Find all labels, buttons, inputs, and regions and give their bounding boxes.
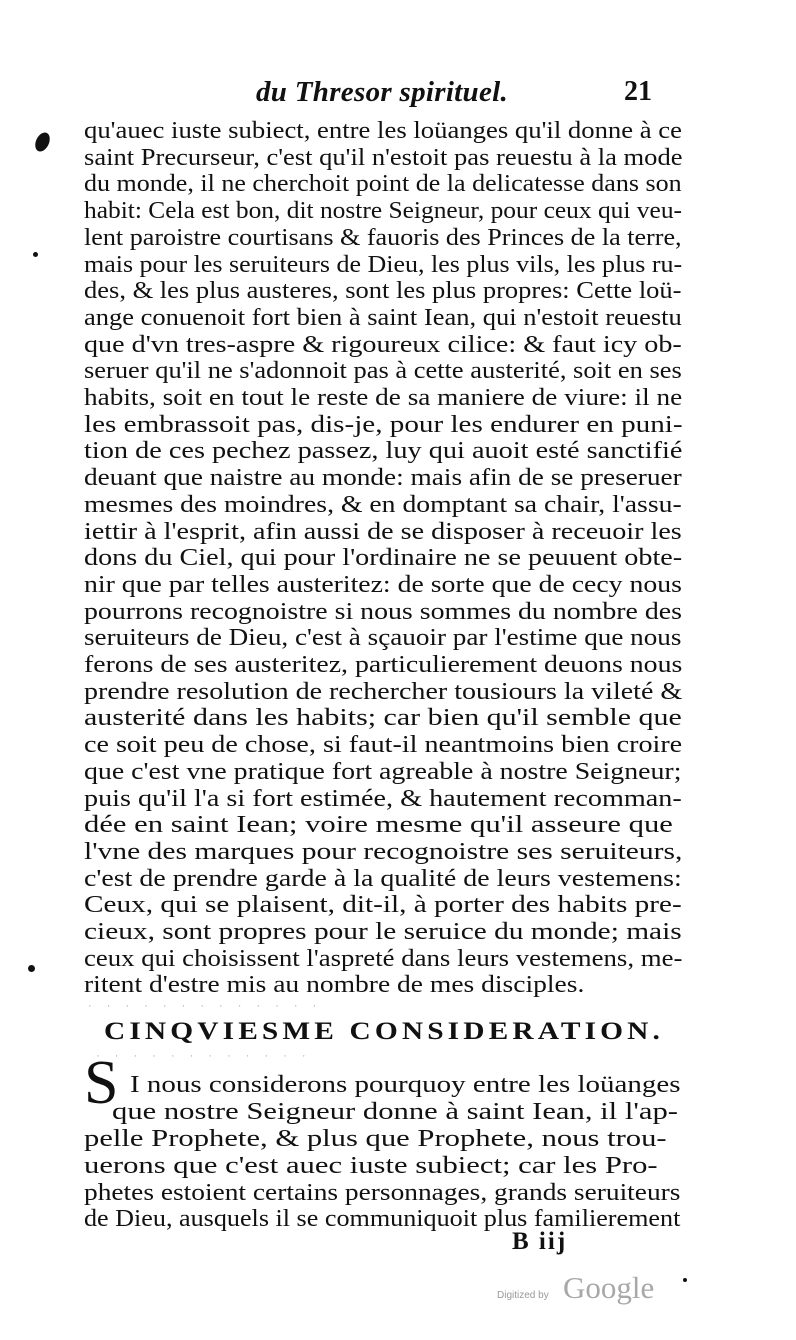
- text-line: puis qu'il l'a si fort estimée, & hautement recomman-: [84, 784, 682, 812]
- section-text-line: de Dieu, ausquels il se communiquoit plus familierement: [84, 1205, 681, 1232]
- text-line: habits, soit en tout le reste de sa maniere de viure: il ne: [84, 384, 683, 411]
- page-number: 21: [624, 76, 652, 107]
- section-text-line: uerons que c'est auec iuste subiect; car les Pro-: [84, 1152, 658, 1179]
- text-line: austerité dans les habits; car bien qu'il semble que: [84, 704, 682, 732]
- text-line: ange conuenoit fort bien à saint Iean, qui n'estoit reuestu: [84, 303, 682, 331]
- text-line: nir que par telles austeritez: de sorte que de cecy nous: [84, 570, 682, 598]
- text-line: que d'vn tres-aspre & rigoureux cilice: & faut icy ob-: [84, 330, 682, 358]
- ink-dot-mark: [33, 252, 38, 257]
- ink-dot-mark-3: [683, 1278, 687, 1282]
- text-line: seruer qu'il ne s'adonnoit pas à cette austerité, soit en ses: [84, 357, 682, 385]
- bleed-through-noise: · · · · · · · · · · · · ·: [88, 1000, 323, 1012]
- ink-blot-mark: [32, 130, 52, 154]
- text-line: du monde, il ne cherchoit point de la delicatesse dans son: [84, 170, 682, 198]
- text-line: saint Precurseur, c'est qu'il n'estoit pas reuestu à la mode: [84, 143, 683, 171]
- bleed-through-noise-2: · · · · · · · · · · · ·: [96, 1050, 312, 1062]
- section-heading: CINQVIESME CONSIDERATION.: [104, 1018, 664, 1045]
- text-line: les embrassoit pas, dis-je, pour les endurer en puni-: [84, 410, 683, 438]
- text-line: tion de ces pechez passez, luy qui auoit esté sanctifié: [84, 437, 683, 465]
- page-header: [256, 76, 696, 116]
- text-line: iettir à l'esprit, afin aussi de se disposer à receuoir les: [84, 517, 682, 545]
- text-line: des, & les plus austeres, sont les plus propres: Cette loü-: [84, 277, 682, 305]
- section-text-line: que nostre Seigneur donne à saint Iean, il l'ap-: [112, 1098, 678, 1125]
- text-line: dée en saint Iean; voire mesme qu'il asseure que: [84, 811, 673, 839]
- section-text-line: phetes estoient certains personnages, grands seruiteurs: [84, 1179, 681, 1206]
- text-line: dons du Ciel, qui pour l'ordinaire ne se peuuent obte-: [84, 544, 683, 572]
- text-line: lent paroistre courtisans & fauoris des Princes de la terre,: [84, 223, 682, 251]
- text-line: prendre resolution de rechercher tousiours la vileté &: [84, 677, 683, 705]
- text-line: c'est de prendre garde à la qualité de leurs vestemens:: [84, 864, 682, 892]
- text-line: qu'auec iuste subiect, entre les loüanges qu'il donne à ce: [84, 117, 683, 144]
- text-line: Ceux, qui se plaisent, dit-il, à porter des habits pre-: [84, 891, 682, 919]
- digitized-by-label: Digitized by: [497, 1290, 549, 1301]
- text-line: l'vne des marques pour recognoistre ses seruiteurs,: [84, 837, 683, 865]
- text-line: pourrons recognoistre si nous sommes du nombre des: [84, 597, 682, 625]
- section-text-line: I nous considerons pourquoy entre les loüanges: [130, 1071, 681, 1098]
- text-line: deuant que naistre au monde: mais afin de se preseruer: [84, 464, 682, 492]
- text-line: mesmes des moindres, & en domptant sa chair, l'assu-: [84, 490, 682, 518]
- text-line: que c'est vne pratique fort agreable à nostre Seigneur;: [84, 757, 682, 785]
- text-line: mais pour les seruiteurs de Dieu, les plus vils, les plus ru-: [84, 250, 683, 278]
- google-logo: Google: [563, 1270, 655, 1305]
- running-title: du Thresor spirituel.: [256, 76, 509, 108]
- text-line: ceux qui choisissent l'aspreté dans leurs vestemens, me-: [84, 944, 683, 972]
- text-line: habit: Cela est bon, dit nostre Seigneur, pour ceux qui veu-: [84, 197, 683, 225]
- signature-mark: B iij: [512, 1228, 568, 1255]
- section-text-line: pelle Prophete, & plus que Prophete, nous trou-: [84, 1125, 667, 1152]
- text-line: ritent d'estre mis au nombre de mes disciples.: [84, 971, 585, 999]
- ink-dot-mark-2: [28, 965, 35, 972]
- drop-capital: S: [84, 1049, 119, 1117]
- text-line: ce soit peu de chose, si faut-il neantmoins bien croire: [84, 731, 683, 759]
- text-line: cieux, sont propres pour le seruice du monde; mais: [84, 918, 682, 945]
- text-line: seruiteurs de Dieu, c'est à sçauoir par l'estime que nous: [84, 624, 682, 652]
- text-line: ferons de ses austeritez, particulierement deuons nous: [84, 651, 683, 678]
